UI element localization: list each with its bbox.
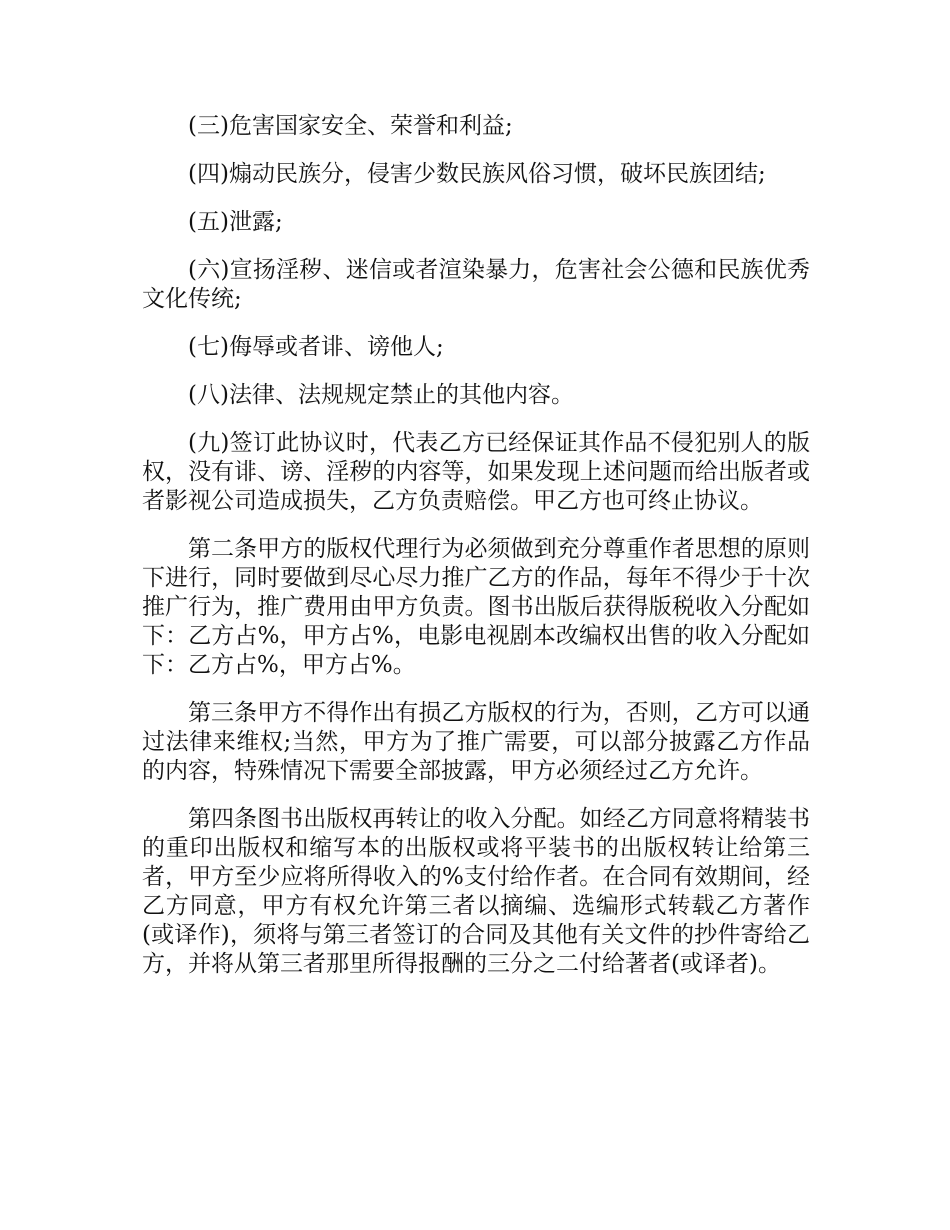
clause-4: (四)煽动民族分，侵害少数民族风俗习惯，破坏民族团结;: [188, 161, 766, 187]
clause-8: (八)法律、法规规定禁止的其他内容。: [188, 382, 574, 408]
clause-7: (七)侮辱或者诽、谤他人;: [188, 334, 444, 360]
article-3: 第三条甲方不得作出有损乙方版权的行为，否则，乙方可以通过法律来维权;当然，甲方为了推广需要，可以部分披露乙方作品的内容，特殊情况下需要全部披露，甲方必须经过乙方允许。: [142, 700, 810, 784]
article-2: 第二条甲方的版权代理行为必须做到充分尊重作者思想的原则下进行，同时要做到尽心尽力推广乙方的作品，每年不得少于十次推广行为，推广费用由甲方负责。图书出版后获得版税收入分配如下：乙方占%，甲方占%，电影电视剧本改编权出售的收入分配如下：乙方占%，甲方占%。: [142, 536, 810, 678]
clause-9: (九)签订此协议时，代表乙方已经保证其作品不侵犯别人的版权，没有诽、谤、淫秽的内容等，如果发现上述问题而给出版者或者影视公司造成损失，乙方负责赔偿。甲乙方也可终止协议。: [142, 430, 810, 514]
article-4: 第四条图书出版权再转让的收入分配。如经乙方同意将精装书的重印出版权和缩写本的出版权或将平装书的出版权转让给第三者，甲方至少应将所得收入的%支付给作者。在合同有效期间，经乙方同意，甲方有权允许第三者以摘编、选编形式转载乙方著作(或译作)，须将与第三者签订的合同及其他有关文件的抄件寄给乙方，并将从第三者那里所得报酬的三分之二付给著者(或译者)。: [142, 806, 810, 977]
clause-6: (六)宣扬淫秽、迷信或者渲染暴力，危害社会公德和民族优秀文化传统;: [142, 257, 810, 312]
clause-5: (五)泄露;: [188, 209, 283, 235]
clause-3: (三)危害国家安全、荣誉和利益;: [188, 113, 513, 139]
